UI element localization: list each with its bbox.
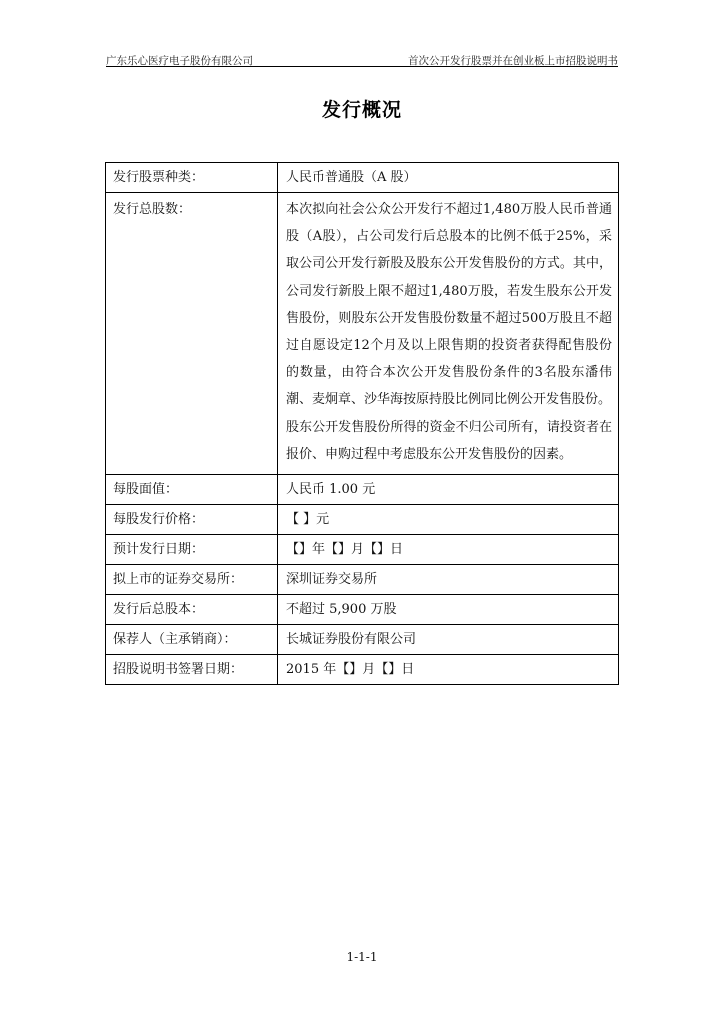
row-label-exchange: 拟上市的证券交易所：: [106, 565, 278, 595]
page-number: 1-1-1: [346, 950, 378, 964]
row-label-issue-price: 每股发行价格：: [106, 505, 278, 535]
row-value-issue-price: 【 】元: [278, 505, 619, 535]
page-title: 发行概况: [321, 99, 402, 121]
row-value-total-capital: 不超过 5,900 万股: [278, 595, 619, 625]
row-value-issue-date: 【】年【】月【】日: [278, 535, 619, 565]
row-value-signing-date: 2015 年【】月【】日: [278, 655, 619, 685]
row-value-exchange: 深圳证券交易所: [278, 565, 619, 595]
row-label-total-shares: 发行总股数：: [106, 193, 278, 475]
table-row: [106, 565, 619, 595]
row-label-signing-date: 招股说明书签署日期：: [106, 655, 278, 685]
table-row: [106, 163, 619, 193]
header-divider: [106, 66, 618, 67]
row-value-share-type: 人民币普通股（A 股）: [278, 163, 619, 193]
header-company-name: 广东乐心医疗电子股份有限公司: [106, 55, 253, 67]
row-label-par-value: 每股面值：: [106, 475, 278, 505]
table-row: [106, 193, 619, 475]
table-row: [106, 625, 619, 655]
total-shares-paragraph: 本次拟向社会公众公开发行不超过1,480万股人民币普通股（A股），占公司发行后总股本的比例不低于25%，采取公司公开发行新股及股东公开发售股份的方式。其中，公司发行新股上限不超过1,480万股，若发生股东公开发售股份，则股东公开发售股份数量不超过500万股且不超过自愿设定12个月及以上限售期的投资者获得配售股份的数量，由符合本次公开发售股份条件的3名股东潘伟潮、麦炯章、沙华海按原持股比例同比例公开发售股份。: [286, 202, 612, 408]
table-row: [106, 475, 619, 505]
table-row: [106, 535, 619, 565]
total-shares-note-paragraph: 股东公开发售股份所得的资金不归公司所有，请投资者在报价、申购过程中考虑股东公开发售股份的因素。: [286, 419, 612, 462]
table-row: [106, 595, 619, 625]
row-value-par-value: 人民币 1.00 元: [278, 475, 619, 505]
row-label-sponsor: 保荐人（主承销商）：: [106, 625, 278, 655]
offering-overview-table: [105, 162, 619, 685]
row-label-total-capital: 发行后总股本：: [106, 595, 278, 625]
row-value-total-shares: [278, 193, 619, 475]
row-label-issue-date: 预计发行日期：: [106, 535, 278, 565]
row-value-sponsor: 长城证券股份有限公司: [278, 625, 619, 655]
row-label-share-type: 发行股票种类：: [106, 163, 278, 193]
table-row: [106, 655, 619, 685]
table-row: [106, 505, 619, 535]
header-document-name: 首次公开发行股票并在创业板上市招股说明书: [408, 55, 618, 67]
